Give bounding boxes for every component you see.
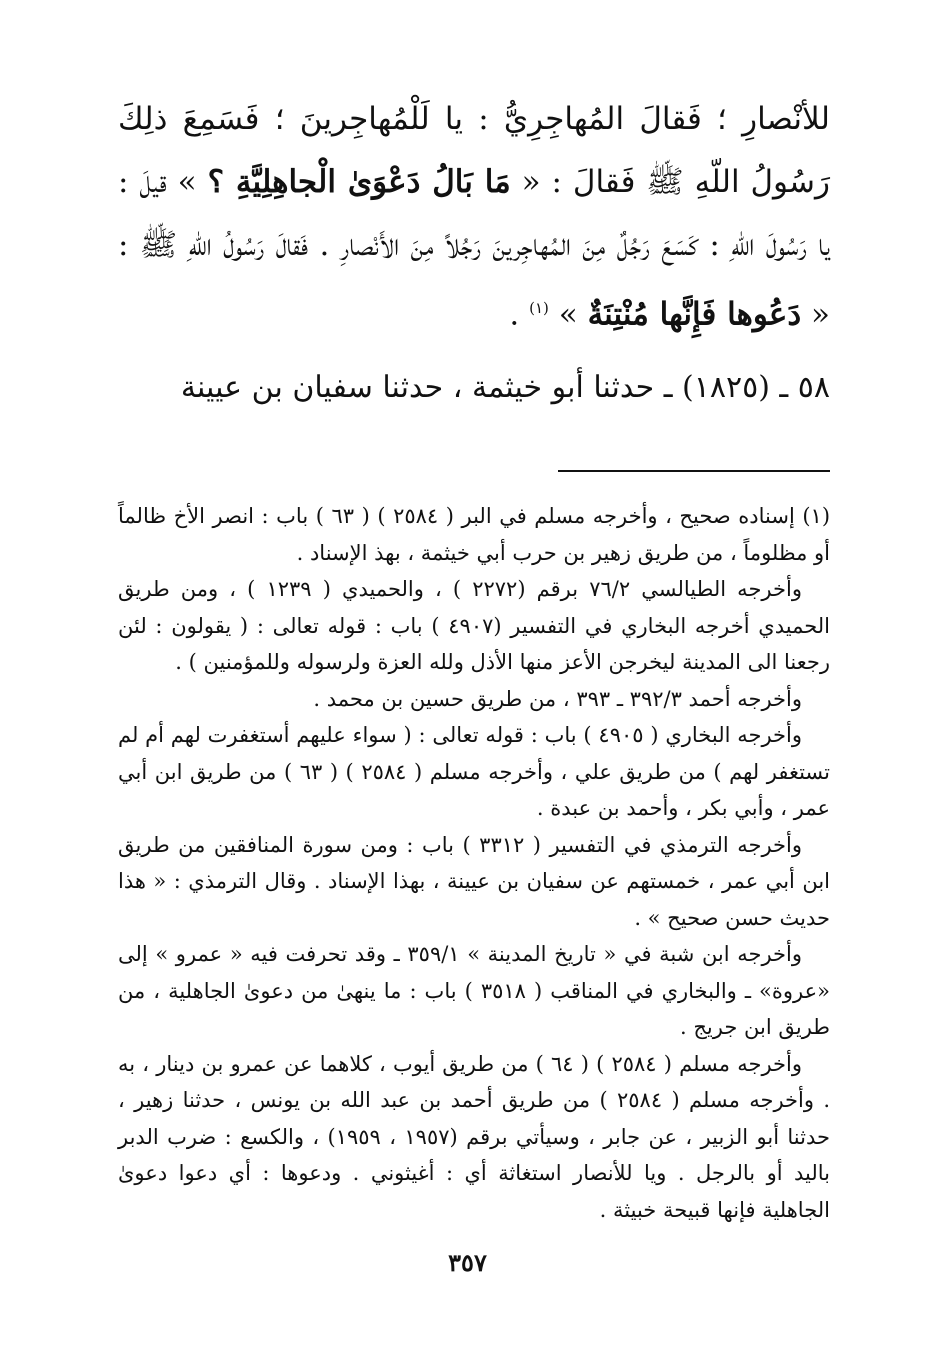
hadith-quote: مَا بَالُ دَعْوَىٰ الْجاهِلِيَّةِ ؟ — [207, 164, 511, 200]
footnote-paragraph: وأخرجه الترمذي في التفسير ( ٣٣١٢ ) باب : ومن سورة المنافقين من طريق ابن أبي عمر ، خمستهم عن سفيان بن عيينة ، بهذا الإسناد . وقال الترمذي : « هذا حديث حسن صحيح » . — [118, 832, 830, 930]
hadith-text-part: للأنْصارِ ؛ فَقالَ المُهاجِرِيُّ : يا لَلْمُهاجِرينَ ؛ فَسَمِعَ ذلِكَ رَسُولُ اللّهِ ﷺ فَقالَ : « — [118, 101, 831, 200]
page-number: ٣٥٧ — [448, 1248, 487, 1277]
hadith-quote: دَعُوها فَإِنَّها مُنْتِنَةٌ — [587, 296, 802, 333]
hadith-text-part: » قيلَ : يا رَسُولَ اللّهِ : كَسَعَ رَجُلٌ مِنَ المُهاجِرينَ رَجُلاً مِنَ الأَنْصارِ . فَقالَ رَسُولُ اللّهِ ﷺ : « — [118, 164, 830, 333]
footnote-paragraph: وأخرجه مسلم ( ٢٥٨٤ ) ( ٦٤ ) من طريق أيوب ، كلاهما عن عمرو بن دينار ، به . وأخرجه مسلم ( ٢٥٨٤ ) من طريق أحمد بن عبد الله بن يونس ، حدثنا زهير ، حدثنا أبو الزبير ، عن جابر ، وسيأتي برقم (١٩٥٧ ، ١٩٥٩) ، والكسع : ضرب الدبر باليد أو بالرجل . ويا للأنصار استغاثة أي : أغيثوني . ودعوها : أي دعوا دعوىٰ الجاهلية فإنها قبيحة خبيثة . — [118, 1051, 831, 1222]
hadith-text — [118, 88, 830, 346]
hadith-text-part: . — [509, 296, 530, 333]
hadith-heading: ٥٨ ـ (١٨٢٥) ـ حدثنا أبو خيثمة ، حدثنا سفيان بن عيينة — [180, 370, 830, 406]
footnote-paragraph: وأخرجه ابن شبة في « تاريخ المدينة » ٣٥٩/١ ـ وقد تحرفت فيه « عمرو » إلى «عروة» ـ والبخاري في المناقب ( ٣٥١٨ ) باب : ما ينهىٰ من دعوىٰ الجاهلية ، من طريق ابن جريج . — [118, 942, 830, 1040]
footnote-paragraph: وأخرجه الطيالسي ٧٦/٢ برقم (٢٢٧٢ ) ، والحميدي ( ١٢٣٩ ) ، ومن طريق الحميدي أخرجه البخاري في التفسير (٤٩٠٧ ) باب : قوله تعالى : ( يقولون : لئن رجعنا الى المدينة ليخرجن الأعز منها الأذل ولله العزة ولرسوله وللمؤمنين ) . — [118, 577, 831, 675]
footnote-ref[interactable]: (١) — [529, 299, 549, 317]
hadith-text-part: » — [548, 296, 588, 333]
page-content — [118, 88, 830, 1228]
footnote-1: (١) إسناده صحيح ، وأخرجه مسلم في البر ( ٢٥٨٤ ) ( ٦٣ ) باب : انصر الأخ ظالماً أو مظلوماً ، من طريق زهير بن حرب أبي خيثمة ، بهذ الإسناد . — [118, 504, 831, 565]
footnote-separator — [558, 470, 830, 472]
footnote-paragraph: وأخرجه أحمد ٣٩٢/٣ ـ ٣٩٣ ، من طريق حسين بن محمد . — [313, 686, 802, 711]
footnote-paragraph: وأخرجه البخاري ( ٤٩٠٥ ) باب : قوله تعالى : ( سواء عليهم أستغفرت لهم أم لم تستغفر لهم ) من طريق علي ، وأخرجه مسلم ( ٢٥٨٤ ) ( ٦٣ ) من طريق ابن أبي عمر ، وأبي بكر ، وأحمد بن عبدة . — [118, 723, 830, 821]
